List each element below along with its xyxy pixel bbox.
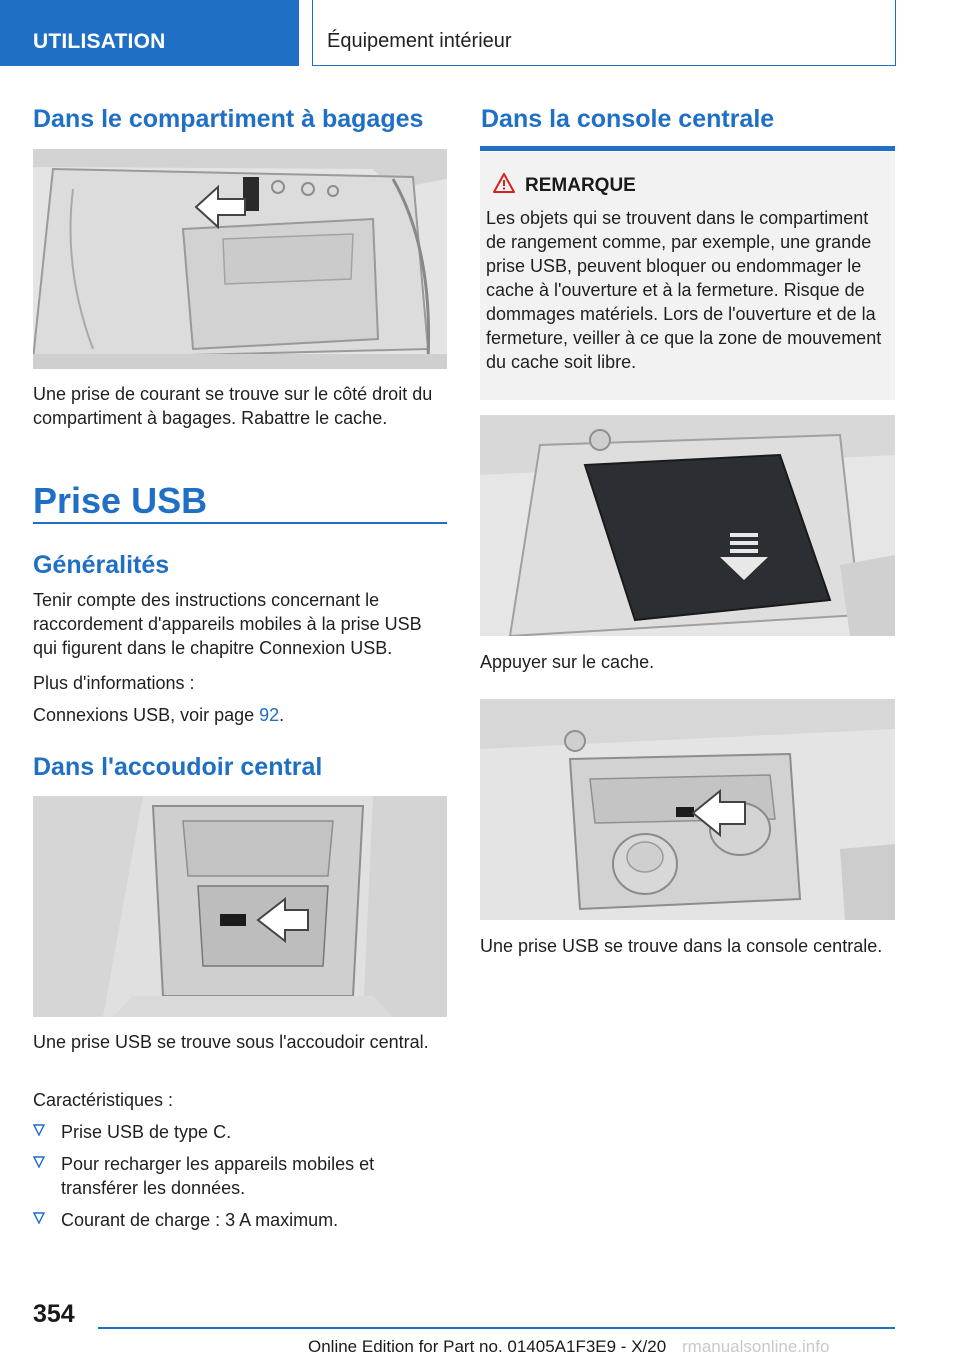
feature-item — [33, 1120, 449, 1144]
luggage-compartment-image — [33, 149, 447, 369]
watermark: rmanualsonline.info — [682, 1337, 830, 1356]
note-top-rule — [480, 146, 895, 151]
feature-item — [33, 1152, 449, 1200]
console-usb-image — [480, 699, 895, 920]
luggage-heading: Dans le compartiment à bagages — [33, 105, 424, 133]
console-cover-image — [480, 415, 895, 636]
features-label: Caractéristiques : — [33, 1090, 174, 1110]
press-cover-text: Appuyer sur le cache. — [480, 652, 655, 672]
chapter-title: Équipement intérieur — [327, 30, 512, 52]
general-heading: Généralités — [33, 551, 170, 579]
warning-triangle-icon — [492, 172, 516, 199]
feature-text: Prise USB de type C. — [61, 1122, 232, 1142]
usb-connections-reference — [33, 703, 447, 727]
console-usb-text: Une prise USB se trouve dans la console centrale. — [480, 936, 883, 956]
feature-item — [33, 1208, 449, 1232]
warning-note — [480, 152, 895, 400]
note-text: Les objets qui se trouvent dans le compartiment de rangement comme, par exemple, une grande prise USB, peuvent bloquer ou endommager le cache à l'ouverture et à la fermeture. Risque de dommages matériels. Lors de l'ouverture et de la fermeture, veiller à ce que la zone de mouvement du cache soit libre. — [486, 208, 882, 372]
page-link-92[interactable]: 92 — [259, 705, 280, 725]
footer-rule — [98, 1327, 895, 1329]
section-tab — [0, 0, 299, 66]
feature-text: Pour recharger les appareils mobiles et transférer les données. — [61, 1154, 375, 1198]
section-title: UTILISATION — [33, 30, 166, 53]
edition-info: Online Edition for Part no. 01405A1F3E9 - X/20 — [308, 1337, 667, 1356]
note-title: REMARQUE — [525, 175, 636, 196]
luggage-text: Une prise de courant se trouve sur le côté droit du compartiment à bagages. Rabattre le cache. — [33, 384, 433, 428]
reference-suffix: . — [279, 705, 285, 725]
more-info-label: Plus d'informations : — [33, 673, 195, 693]
title-rule — [33, 522, 447, 524]
armrest-text: Une prise USB se trouve sous l'accoudoir central. — [33, 1032, 429, 1052]
usb-title: Prise USB — [33, 480, 208, 521]
general-text: Tenir compte des instructions concernant le raccordement d'appareils mobiles à la prise USB qui figurent dans le chapitre Connexion USB. — [33, 590, 422, 658]
reference-prefix: Connexions USB, voir page — [33, 705, 260, 725]
console-heading: Dans la console centrale — [481, 105, 775, 133]
page-number: 354 — [33, 1300, 75, 1328]
armrest-heading: Dans l'accoudoir central — [33, 753, 323, 781]
chapter-tab — [312, 0, 896, 66]
feature-text: Courant de charge : 3 A maximum. — [61, 1210, 339, 1230]
armrest-image — [33, 796, 447, 1017]
